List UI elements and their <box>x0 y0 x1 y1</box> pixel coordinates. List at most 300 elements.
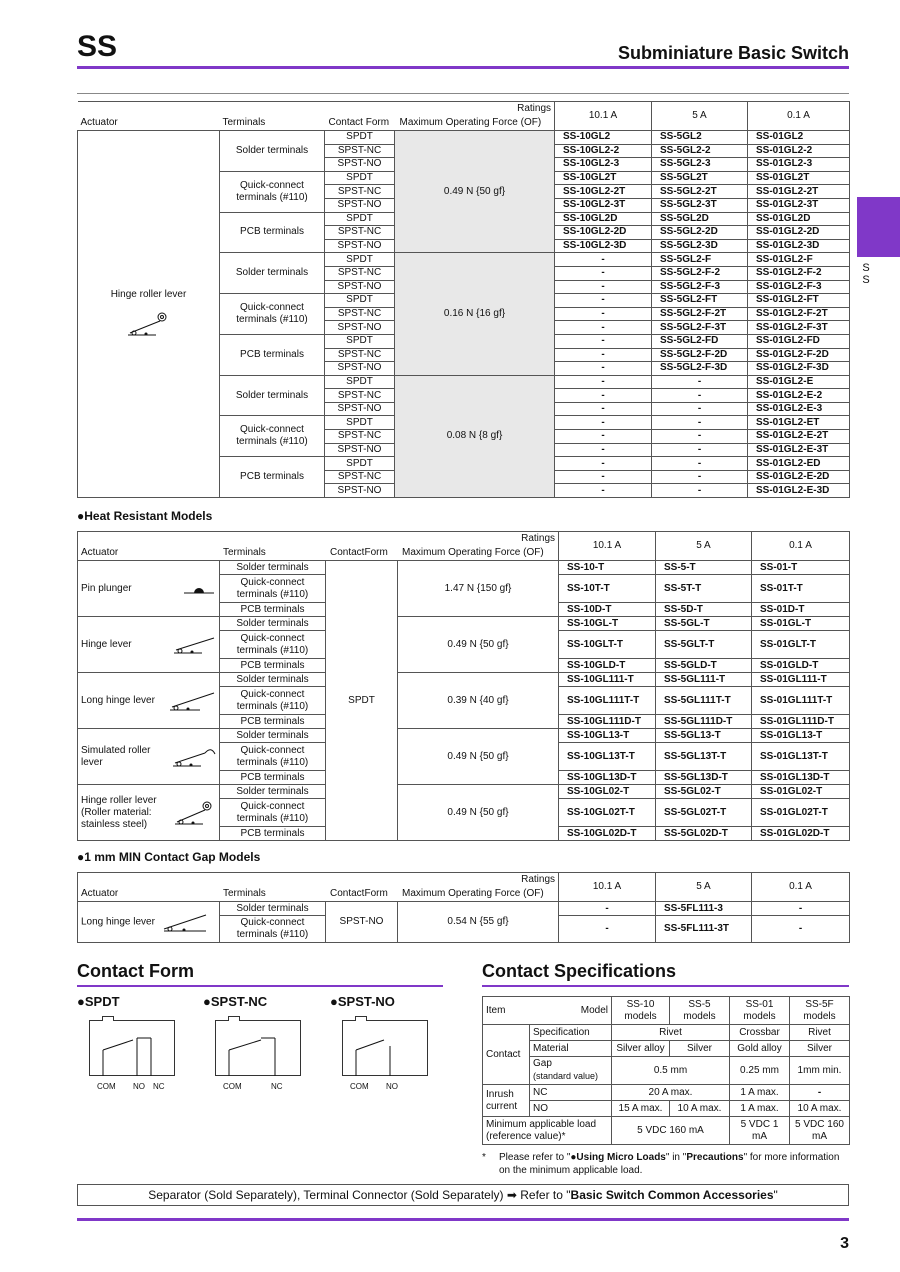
model-cell: - <box>555 430 652 444</box>
model-cell: SS-5FL111-3 <box>656 902 752 916</box>
model-cell: SS-5GL111T-T <box>656 687 752 715</box>
model-cell: SS-01GLT-T <box>752 631 850 659</box>
heat-term-pcb: PCB terminals <box>220 603 326 617</box>
model-cell: SS-5T-T <box>656 575 752 603</box>
model-cell: SS-10GL111-T <box>559 673 656 687</box>
spec-nc-20: 20 A max. <box>612 1085 730 1101</box>
model-cell: SS-10GLD-T <box>559 659 656 673</box>
model-cell: SS-01GL02-T <box>752 785 850 799</box>
main-contact-form: SPST-NO <box>325 280 395 294</box>
terminal-label: NC <box>271 1082 283 1091</box>
terminal-label: COM <box>223 1082 242 1091</box>
model-cell: - <box>555 307 652 321</box>
model-cell: SS-5GL2-2T <box>652 185 748 199</box>
heat-actuator: Pin plunger <box>81 582 132 594</box>
header-terminals: Terminals <box>223 547 266 558</box>
main-contact-form: SPST-NO <box>325 158 395 172</box>
model-cell: SS-5GL2-FT <box>652 294 748 308</box>
model-cell: - <box>555 321 652 335</box>
model-cell: SS-5GL2-FD <box>652 334 748 348</box>
heat-section-title: ●Heat Resistant Models <box>77 509 213 523</box>
heat-force: 0.49 N {50 gf} <box>398 785 559 841</box>
spec-nc-dash: - <box>790 1085 850 1101</box>
model-cell: SS-01GL111-T <box>752 673 850 687</box>
terminal-label: COM <box>97 1082 116 1091</box>
model-cell: SS-01GL2-2 <box>748 144 850 158</box>
model-cell: SS-10GL-T <box>559 617 656 631</box>
heat-term-pcb: PCB terminals <box>220 715 326 729</box>
heat-term-solder: Solder terminals <box>220 561 326 575</box>
heat-term-quick: Quick-connect terminals (#110) <box>220 743 326 771</box>
simulated-roller-lever-icon <box>171 746 216 768</box>
model-cell: SS-5GL111-T <box>656 673 752 687</box>
model-cell: SS-5GL2-F-2T <box>652 307 748 321</box>
main-term-quick: Quick-connect terminals (#110) <box>220 294 325 335</box>
model-cell: SS-10GL2-2 <box>555 144 652 158</box>
spst-nc-schematic-icon <box>215 1020 301 1076</box>
model-cell: SS-01GL2-E-2D <box>748 470 850 484</box>
pin-plunger-icon <box>182 582 216 596</box>
contact-form-label: ●SPDT <box>77 994 120 1009</box>
model-cell: SS-10GL111D-T <box>559 715 656 729</box>
model-cell: SS-5GL2-F-2 <box>652 266 748 280</box>
spec-model-ss5: SS-5 models <box>670 997 730 1025</box>
header-01a: 0.1 A <box>752 873 850 902</box>
model-cell: - <box>555 416 652 430</box>
model-cell: - <box>555 348 652 362</box>
model-cell: SS-5GL2-3D <box>652 239 748 253</box>
model-cell: SS-5-T <box>656 561 752 575</box>
model-cell: SS-10GL2D <box>555 212 652 226</box>
heat-force: 1.47 N {150 gf} <box>398 561 559 617</box>
accessories-quote: " <box>773 1188 778 1202</box>
model-cell: SS-5FL111-3T <box>656 916 752 943</box>
spec-gap-05: 0.5 mm <box>612 1057 730 1085</box>
header-actuator: Actuator <box>80 117 118 128</box>
heat-form: SPDT <box>326 561 398 841</box>
heat-term-quick: Quick-connect terminals (#110) <box>220 799 326 827</box>
model-cell: - <box>555 375 652 389</box>
spec-footnote-star: * <box>482 1152 486 1163</box>
model-cell: - <box>652 430 748 444</box>
contact-gap-table <box>77 872 850 943</box>
main-term-pcb: PCB terminals <box>220 457 325 498</box>
model-cell: SS-10GL02-T <box>559 785 656 799</box>
hinge-roller-lever-icon <box>126 309 172 339</box>
gap-term-solder: Solder terminals <box>220 902 326 916</box>
model-cell: SS-10GL13T-T <box>559 743 656 771</box>
model-cell: SS-10GL2-3D <box>555 239 652 253</box>
model-cell: SS-01GL2-F-3T <box>748 321 850 335</box>
header-contact-form: Contact Form <box>328 117 390 128</box>
model-cell: SS-5GL2-2 <box>652 144 748 158</box>
model-cell: SS-10GL02T-T <box>559 799 656 827</box>
model-cell: - <box>559 902 656 916</box>
hinge-roller-lever-icon <box>173 798 216 828</box>
header-ratings: Ratings <box>521 874 555 885</box>
model-cell: - <box>652 470 748 484</box>
header-contact-form: ContactForm <box>330 547 388 558</box>
main-term-solder: Solder terminals <box>220 253 325 294</box>
main-contact-form: SPST-NC <box>325 389 395 403</box>
model-cell: SS-01GL111D-T <box>752 715 850 729</box>
heat-actuator-cell <box>78 673 220 729</box>
header-max-force: Maximum Operating Force (OF) <box>402 547 544 558</box>
heat-actuator: Hinge roller lever (Roller material: stainless steel) <box>81 794 157 830</box>
terminal-label: COM <box>350 1082 369 1091</box>
heat-actuator-cell <box>78 561 220 617</box>
main-contact-form: SPST-NO <box>325 362 395 376</box>
model-cell: SS-10GL2-2T <box>555 185 652 199</box>
main-contact-form: SPDT <box>325 375 395 389</box>
heat-term-pcb: PCB terminals <box>220 827 326 841</box>
spec-gap-sub: (standard value) <box>533 1071 599 1081</box>
model-cell: SS-01GL02D-T <box>752 827 850 841</box>
spec-no-15: 15 A max. <box>612 1101 670 1117</box>
model-cell: - <box>652 443 748 457</box>
model-cell: - <box>555 443 652 457</box>
main-contact-form: SPDT <box>325 334 395 348</box>
heat-term-pcb: PCB terminals <box>220 771 326 785</box>
spst-no-schematic-icon <box>342 1020 428 1076</box>
main-contact-form: SPDT <box>325 131 395 145</box>
model-cell: SS-5D-T <box>656 603 752 617</box>
main-contact-form: SPST-NC <box>325 144 395 158</box>
header-10a: 10.1 A <box>555 102 652 131</box>
arrow-right-icon: ➡ <box>506 1188 517 1202</box>
model-cell: SS-10GL13D-T <box>559 771 656 785</box>
main-actuator-cell <box>78 131 220 498</box>
main-contact-form: SPST-NC <box>325 266 395 280</box>
side-label <box>860 262 872 286</box>
heat-term-quick: Quick-connect terminals (#110) <box>220 575 326 603</box>
heat-force: 0.49 N {50 gf} <box>398 729 559 785</box>
model-cell: SS-01GL2-E-3T <box>748 443 850 457</box>
note-part-e: " for more information on the minimum applicable load. <box>499 1152 840 1176</box>
header-rule <box>77 66 849 69</box>
model-cell: SS-5GL13-T <box>656 729 752 743</box>
main-contact-form: SPDT <box>325 171 395 185</box>
model-cell: - <box>555 457 652 471</box>
gap-actuator-cell <box>78 902 220 943</box>
terminal-label: NO <box>133 1082 145 1091</box>
model-cell: SS-01GL2-FT <box>748 294 850 308</box>
header-5a: 5 A <box>656 532 752 561</box>
spec-silver-alloy: Silver alloy <box>612 1041 670 1057</box>
model-cell: - <box>652 457 748 471</box>
main-contact-form: SPST-NO <box>325 484 395 498</box>
main-contact-form: SPDT <box>325 212 395 226</box>
heat-term-pcb: PCB terminals <box>220 659 326 673</box>
spec-silver-5f: Silver <box>790 1041 850 1057</box>
model-cell: SS-5GL2T <box>652 171 748 185</box>
model-cell: - <box>555 294 652 308</box>
model-cell: SS-5GL02T-T <box>656 799 752 827</box>
heat-term-solder: Solder terminals <box>220 785 326 799</box>
heat-actuator: Hinge lever <box>81 638 132 650</box>
spec-minload-b: 5 VDC 1 mA <box>730 1117 790 1145</box>
model-cell: SS-01GL2-2D <box>748 226 850 240</box>
model-cell: SS-01GL2-E-3 <box>748 402 850 416</box>
page-number: 3 <box>840 1235 849 1252</box>
main-term-pcb: PCB terminals <box>220 334 325 375</box>
model-cell: SS-5GL2-2D <box>652 226 748 240</box>
spec-rivet: Rivet <box>612 1025 730 1041</box>
main-force: 0.08 N {8 gf} <box>395 375 555 497</box>
model-cell: SS-10-T <box>559 561 656 575</box>
model-cell: SS-01GL2-E <box>748 375 850 389</box>
model-cell: SS-5GLD-T <box>656 659 752 673</box>
spec-no-1: 1 A max. <box>730 1101 790 1117</box>
model-cell: SS-5GL13T-T <box>656 743 752 771</box>
gap-section-title: ●1 mm MIN Contact Gap Models <box>77 850 261 864</box>
model-cell: SS-01GL2-3 <box>748 158 850 172</box>
spec-nc-label: NC <box>530 1085 612 1101</box>
heat-term-solder: Solder terminals <box>220 729 326 743</box>
hinge-lever-icon <box>172 635 216 655</box>
spec-inrush-label: Inrush current <box>483 1085 530 1117</box>
model-cell: SS-10GL2-3 <box>555 158 652 172</box>
main-contact-form: SPST-NO <box>325 321 395 335</box>
model-cell: SS-10GL2 <box>555 131 652 145</box>
header-terminals: Terminals <box>222 117 266 128</box>
model-cell: SS-5GL2D <box>652 212 748 226</box>
model-cell: SS-5GL2-F-3D <box>652 362 748 376</box>
main-contact-form: SPST-NC <box>325 185 395 199</box>
spec-item-label: Item <box>486 1005 506 1016</box>
model-cell: SS-5GL2 <box>652 131 748 145</box>
main-contact-form: SPST-NC <box>325 307 395 321</box>
spec-gold-alloy: Gold alloy <box>730 1041 790 1057</box>
main-contact-form: SPDT <box>325 253 395 267</box>
header-10a: 10.1 A <box>559 532 656 561</box>
model-cell: SS-01GL111T-T <box>752 687 850 715</box>
header-max-force: Maximum Operating Force (OF) <box>399 117 542 128</box>
model-cell: - <box>559 916 656 943</box>
spec-material-label: Material <box>530 1041 612 1057</box>
heat-term-quick: Quick-connect terminals (#110) <box>220 687 326 715</box>
model-cell: SS-01GL2-FD <box>748 334 850 348</box>
main-contact-form: SPDT <box>325 416 395 430</box>
spec-model-ss01: SS-01 models <box>730 997 790 1025</box>
heat-force: 0.49 N {50 gf} <box>398 617 559 673</box>
spec-gap-label <box>530 1057 612 1085</box>
header-actuator: Actuator <box>81 547 119 558</box>
gap-form: SPST-NO <box>326 902 398 943</box>
heat-actuator: Long hinge lever <box>81 694 155 706</box>
main-force: 0.16 N {16 gf} <box>395 253 555 375</box>
model-cell: SS-10GL02D-T <box>559 827 656 841</box>
model-cell: SS-01D-T <box>752 603 850 617</box>
contact-form-rule <box>77 985 443 987</box>
contact-form-label: ●SPST-NO <box>330 994 395 1009</box>
model-cell: SS-5GL02D-T <box>656 827 752 841</box>
main-contact-form: SPST-NC <box>325 430 395 444</box>
model-cell: SS-10GL2T <box>555 171 652 185</box>
contact-form-title: Contact Form <box>77 961 194 981</box>
model-cell: SS-5GLT-T <box>656 631 752 659</box>
model-cell: - <box>555 253 652 267</box>
side-label-letter: SS <box>860 262 872 286</box>
model-cell: SS-5GL2-F-3T <box>652 321 748 335</box>
top-rule <box>77 93 849 94</box>
model-cell: - <box>752 916 850 943</box>
heat-actuator-cell <box>78 729 220 785</box>
header-ratings: Ratings <box>517 103 551 114</box>
spec-gap: Gap <box>533 1058 552 1069</box>
model-cell: SS-5GL02-T <box>656 785 752 799</box>
main-contact-form: SPST-NC <box>325 348 395 362</box>
spec-model-ss5f: SS-5F models <box>790 997 850 1025</box>
heat-resistant-table <box>77 531 850 841</box>
model-cell: SS-5GL111D-T <box>656 715 752 729</box>
model-cell: - <box>555 470 652 484</box>
header-5a: 5 A <box>656 873 752 902</box>
model-cell: - <box>555 402 652 416</box>
model-cell: SS-5GL2-3 <box>652 158 748 172</box>
model-cell: - <box>652 389 748 403</box>
heat-term-solder: Solder terminals <box>220 617 326 631</box>
header-10a: 10.1 A <box>559 873 656 902</box>
main-term-pcb: PCB terminals <box>220 212 325 253</box>
footer-rule <box>77 1218 849 1221</box>
heat-actuator-cell <box>78 785 220 841</box>
model-cell: SS-5GL2-3T <box>652 198 748 212</box>
heat-force: 0.39 N {40 gf} <box>398 673 559 729</box>
long-hinge-lever-icon <box>162 911 210 933</box>
spec-footnote <box>499 1151 844 1177</box>
spec-minload-c: 5 VDC 160 mA <box>790 1117 850 1145</box>
main-force: 0.49 N {50 gf} <box>395 131 555 253</box>
header-contact-form: ContactForm <box>330 888 388 899</box>
header-01a: 0.1 A <box>752 532 850 561</box>
terminal-label: NO <box>386 1082 398 1091</box>
model-cell: SS-10T-T <box>559 575 656 603</box>
long-hinge-lever-icon <box>168 690 216 712</box>
header-ratings: Ratings <box>521 533 555 544</box>
heat-term-quick: Quick-connect terminals (#110) <box>220 631 326 659</box>
header-title: Subminiature Basic Switch <box>617 43 849 63</box>
gap-force: 0.54 N {55 gf} <box>398 902 559 943</box>
header-max-force: Maximum Operating Force (OF) <box>402 888 544 899</box>
model-cell: - <box>652 416 748 430</box>
model-cell: SS-01GL2 <box>748 131 850 145</box>
heat-actuator-cell <box>78 617 220 673</box>
model-cell: SS-10GL111T-T <box>559 687 656 715</box>
main-term-solder: Solder terminals <box>220 131 325 172</box>
model-cell: SS-01GL2-F <box>748 253 850 267</box>
note-precautions: Precautions <box>686 1152 744 1163</box>
model-cell: SS-01GL2-E-2 <box>748 389 850 403</box>
main-contact-form: SPST-NC <box>325 470 395 484</box>
model-cell: SS-01GL2-ED <box>748 457 850 471</box>
contact-spec-title: Contact Specifications <box>482 961 677 981</box>
model-cell: SS-01GL2-F-3 <box>748 280 850 294</box>
main-contact-form: SPST-NO <box>325 402 395 416</box>
heat-term-solder: Solder terminals <box>220 673 326 687</box>
spec-no-label: NO <box>530 1101 612 1117</box>
note-part-a: Please refer to " <box>499 1152 571 1163</box>
model-cell: - <box>555 280 652 294</box>
model-cell: SS-01GL2-F-2T <box>748 307 850 321</box>
main-term-solder: Solder terminals <box>220 375 325 416</box>
contact-spec-rule <box>482 985 849 987</box>
spec-minload-a: 5 VDC 160 mA <box>612 1117 730 1145</box>
model-cell: SS-01GL2-3D <box>748 239 850 253</box>
gap-actuator: Long hinge lever <box>81 916 155 928</box>
spec-specification-label: Specification <box>530 1025 612 1041</box>
spec-no-10b: 10 A max. <box>790 1101 850 1117</box>
model-cell: SS-10GL13-T <box>559 729 656 743</box>
header-actuator: Actuator <box>81 888 119 899</box>
accessories-link: Basic Switch Common Accessories <box>570 1188 774 1202</box>
model-cell: - <box>752 902 850 916</box>
model-cell: SS-01GL2D <box>748 212 850 226</box>
model-cell: SS-5GL13D-T <box>656 771 752 785</box>
model-cell: SS-01GL13T-T <box>752 743 850 771</box>
side-tab <box>857 197 900 257</box>
model-cell: SS-01GL13D-T <box>752 771 850 785</box>
header-terminals: Terminals <box>223 888 266 899</box>
model-cell: SS-01GL02T-T <box>752 799 850 827</box>
model-cell: - <box>652 484 748 498</box>
model-cell: - <box>555 266 652 280</box>
model-cell: - <box>555 334 652 348</box>
contact-form-label: ●SPST-NC <box>203 994 268 1009</box>
main-actuator: Hinge roller lever <box>110 289 187 301</box>
model-cell: - <box>555 389 652 403</box>
model-cell: SS-01GL2-E-3D <box>748 484 850 498</box>
model-cell: SS-5GL2-F-3 <box>652 280 748 294</box>
model-cell: SS-01GL2-3T <box>748 198 850 212</box>
model-cell: SS-01T-T <box>752 575 850 603</box>
main-contact-form: SPST-NO <box>325 443 395 457</box>
model-cell: - <box>652 375 748 389</box>
model-cell: SS-5GL2-F-2D <box>652 348 748 362</box>
model-cell: SS-5GL2-F <box>652 253 748 267</box>
header-01a: 0.1 A <box>748 102 850 131</box>
note-part-c: " in " <box>665 1152 687 1163</box>
model-cell: - <box>555 362 652 376</box>
main-contact-form: SPST-NO <box>325 198 395 212</box>
model-cell: SS-10GLT-T <box>559 631 656 659</box>
model-cell: SS-01GL2-E-2T <box>748 430 850 444</box>
model-cell: - <box>555 484 652 498</box>
main-contact-form: SPDT <box>325 294 395 308</box>
contact-spec-table <box>482 996 850 1145</box>
accessories-box <box>77 1184 849 1206</box>
spdt-schematic-icon <box>89 1020 175 1076</box>
terminal-label: NC <box>153 1082 165 1091</box>
model-cell: SS-10GL2-2D <box>555 226 652 240</box>
main-contact-form: SPST-NO <box>325 239 395 253</box>
accessories-text: Separator (Sold Separately), Terminal Connector (Sold Separately) <box>148 1188 504 1202</box>
main-contact-form: SPST-NC <box>325 226 395 240</box>
model-cell: SS-01GL2-F-3D <box>748 362 850 376</box>
model-cell: - <box>652 402 748 416</box>
accessories-refer: Refer to " <box>516 1188 571 1202</box>
main-term-quick: Quick-connect terminals (#110) <box>220 416 325 457</box>
model-cell: SS-01GL2-ET <box>748 416 850 430</box>
model-cell: SS-01GL2-F-2D <box>748 348 850 362</box>
model-cell: SS-5GL-T <box>656 617 752 631</box>
model-cell: SS-01-T <box>752 561 850 575</box>
model-cell: SS-10GL2-3T <box>555 198 652 212</box>
spec-rivet-5f: Rivet <box>790 1025 850 1041</box>
spec-gap-1: 1mm min. <box>790 1057 850 1085</box>
spec-minload-label: Minimum applicable load (reference value)* <box>483 1117 612 1145</box>
spec-silver: Silver <box>670 1041 730 1057</box>
